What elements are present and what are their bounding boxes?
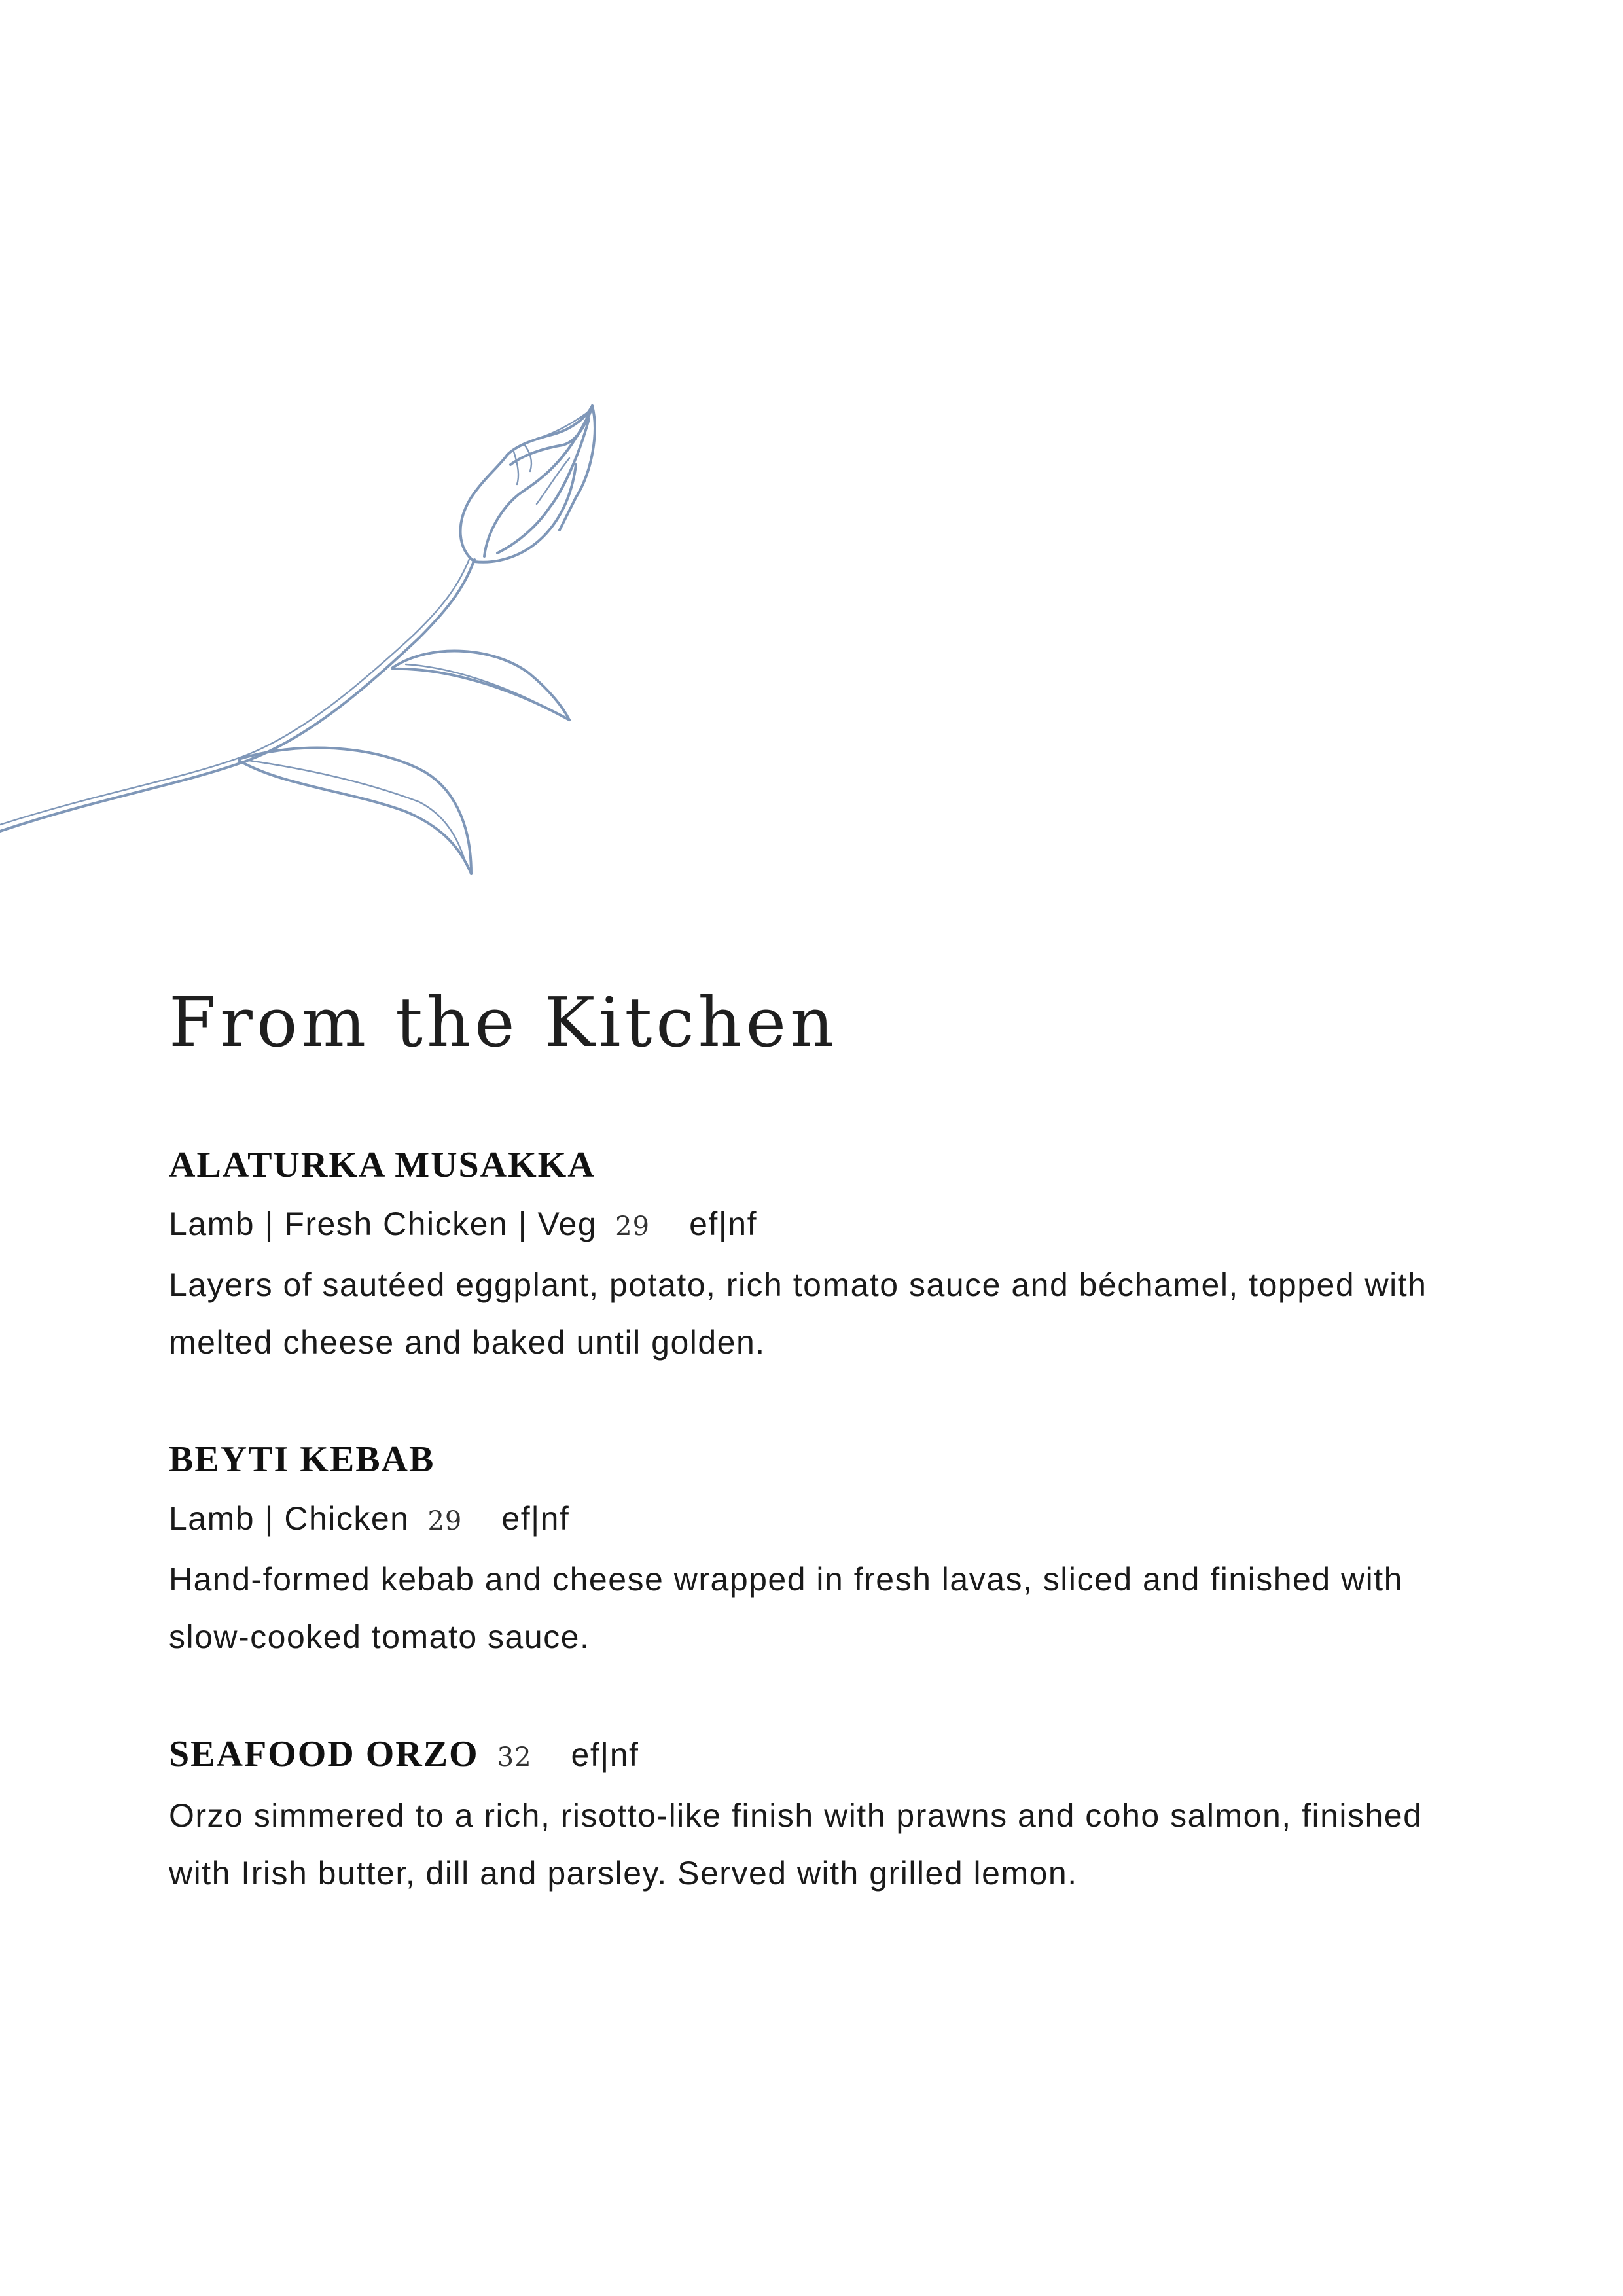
menu-item-alaturka-musakka [169,1136,1478,1371]
item-options: Lamb | Chicken [169,1499,410,1537]
item-options-line [169,1194,1478,1256]
item-tags: ef|nf [571,1736,639,1773]
menu-item-beyti-kebab [169,1430,1478,1666]
item-description: Orzo simmered to a rich, risotto-like finish with prawns and coho salmon, finished with Irish butter, dill and parsley. Served with grilled lemon. [169,1797,1423,1892]
tulip-line-drawing-icon [0,393,602,890]
item-price: 32 [497,1742,532,1772]
item-description: Layers of sautéed eggplant, potato, rich tomato sauce and béchamel, topped with melted cheese and baked until golden. [169,1266,1427,1361]
item-tags: ef|nf [689,1205,757,1242]
item-description: Hand-formed kebab and cheese wrapped in fresh lavas, sliced and finished with slow-cooked tomato sauce. [169,1560,1403,1655]
item-name-line [169,1725,1478,1787]
item-tags: ef|nf [501,1499,570,1537]
menu-item-seafood-orzo [169,1725,1478,1902]
item-price: 29 [615,1211,651,1242]
item-name: BEYTI KEBAB [169,1439,435,1480]
item-name: SEAFOOD ORZO [169,1733,479,1774]
item-price: 29 [427,1505,463,1536]
item-options-line [169,1489,1478,1551]
item-name: ALATURKA MUSAKKA [169,1144,596,1185]
section-title: From the Kitchen [169,982,838,1062]
menu-section [169,982,1478,1902]
item-options: Lamb | Fresh Chicken | Veg [169,1205,597,1242]
